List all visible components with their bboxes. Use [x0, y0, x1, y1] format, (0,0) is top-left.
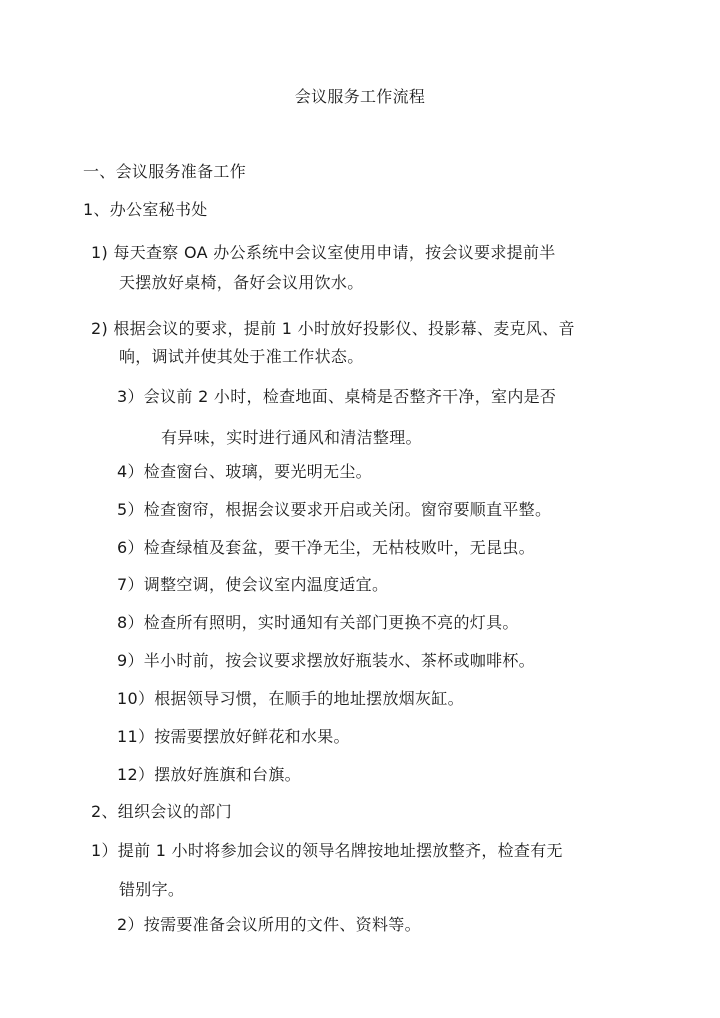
list-item-line: 12）摆放好旌旗和台旗。 — [117, 765, 301, 784]
list-item-line: 4）检查窗台、玻璃，要光明无尘。 — [117, 462, 372, 481]
list-item-line: 5）检查窗帘，根据会议要求开启或关闭。窗帘要顺直平整。 — [117, 500, 552, 519]
list-item-line: 10）根据领导习惯，在顺手的地址摆放烟灰缸。 — [117, 689, 464, 708]
list-item-line: 3）会议前 2 小时，检查地面、桌椅是否整齐干净，室内是否 — [117, 387, 557, 406]
list-item-line: 2）按需要准备会议所用的文件、资料等。 — [117, 915, 421, 934]
list-item-line: 6）检查绿植及套盆，要干净无尘，无枯枝败叶，无昆虫。 — [117, 538, 535, 557]
list-item-line: 1）提前 1 小时将参加会议的领导名牌按地址摆放整齐，检查有无 — [91, 841, 563, 860]
list-item-line: 有异味，实时进行通风和清洁整理。 — [161, 428, 422, 447]
subsection-heading: 2、组织会议的部门 — [91, 802, 232, 821]
subsection-heading: 1、办公室秘书处 — [83, 200, 208, 219]
list-item-line: 8）检查所有照明，实时通知有关部门更换不亮的灯具。 — [117, 613, 519, 632]
section-heading: 一、会议服务准备工作 — [83, 162, 247, 181]
list-item-line: 9）半小时前，按会议要求摆放好瓶装水、茶杯或咖啡杯。 — [117, 651, 535, 670]
list-item-line: 错别字。 — [119, 880, 185, 899]
list-item-line: 11）按需要摆放好鲜花和水果。 — [117, 727, 350, 746]
list-item-line: 1) 每天查察 OA 办公系统中会议室使用申请，按会议要求提前半 — [91, 243, 556, 262]
list-item-line: 7）调整空调，使会议室内温度适宜。 — [117, 575, 389, 594]
document-title: 会议服务工作流程 — [294, 87, 426, 106]
list-item-line: 天摆放好桌椅，备好会议用饮水。 — [119, 273, 364, 292]
list-item-line: 2) 根据会议的要求，提前 1 小时放好投影仪、投影幕、麦克风、音 — [91, 319, 575, 338]
list-item-line: 响，调试并使其处于准工作状态。 — [119, 347, 364, 366]
